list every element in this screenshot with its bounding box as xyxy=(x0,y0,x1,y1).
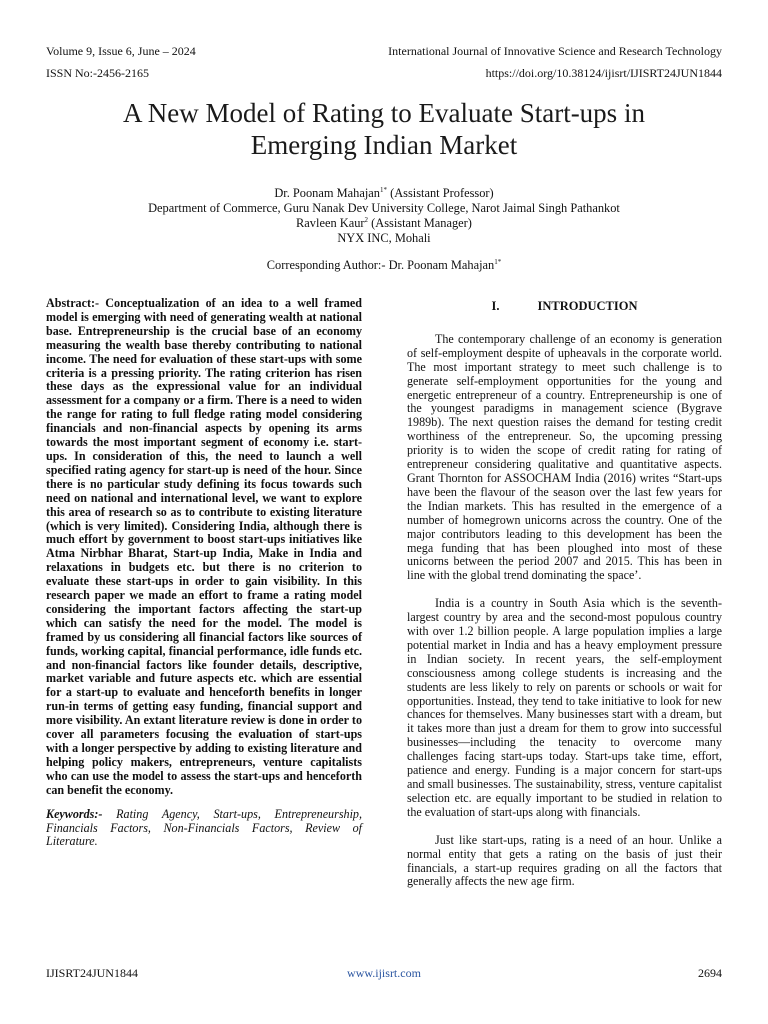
issn: ISSN No:-2456-2165 xyxy=(46,66,150,80)
page-number: 2694 xyxy=(698,966,722,980)
author-block xyxy=(40,186,728,246)
intro-paragraph-1: The contemporary challenge of an economy is generation of self-employment despite of upheavals in the corporate world. The most important strategy to meet such challenge is to generate self-employment opportunities for the young and energetic entrepreneur of a country. Entrepreneurship is one of the youngest paradigms in management science (Bygrave 1989b). The next question raises the demand for testing credit worthiness of the entrepreneur. So, the upcoming pressing priority is to widen the scope of credit rating for rating of entrepreneur considering qualitative and quantitative aspects. Grant Thornton for ASSOCHAM India (2016) writes “Start-ups have been the flavour of the season over the last few years for the Indian markets. This has resulted in the emergence of a number of homegrown unicorns across the country. One of the major contributors leading to this development has been the mega funding that has been ploughed into most of these unicorns between the period 2007 and 2015. This has been in line with the global trend dominating the space’. xyxy=(407,331,722,583)
left-column xyxy=(46,297,362,849)
footer-paper-id: IJISRT24JUN1844 xyxy=(46,966,138,980)
abstract-text: Abstract:- Conceptualization of an idea to a well framed model is emerging with need of generating wealth at national base. Entrepreneurship is the crucial base of an economy measuring the wealth base thereby contributing to national income. The need for evaluation of these start-ups with some criteria is a pressing priority. The rating criterion has risen these days as the expressional value for an individual assessment for a company or a firm. There is a need to widen the range for rating to full fledge rating model considering financials and non-financial aspects by opening its arms towards the most important segment of economy i.e. start-ups. In consideration of this, the need to launch a well specified rating agency for start-up is need of the hour. Since there is no particular study defining its focus towards such need on national and international level, we want to explore this area of research so as to contribute to existing literature (which is very limited). Considering India, although there is much effort by government to boost start-ups initiatives like Atma Nirbhar Bharat, Start-up India, Make in India and relaxations in budgets etc. but there is no criterion to evaluate these start-ups in order to gain visibility. In this research paper we made an effort to frame a rating model considering the important factors affecting the start-up which can satisfy the need for the model. The model is framed by us considering all financial factors like sources of funds, working capital, financial performance, idle funds etc. and non-financial factors like founder details, descriptive, market variable and future aspects etc. which are essential for a start-up to evaluate and henceforth benefits in longer run-in terms of getting easy funding, financial support and more visibility. An extant literature review is done in order to cover all parameters focusing the evaluation of start-ups with a longer perspective by adding to existing literature and helping policy makers, entrepreneurs, venture capitalists who can use the model to assess the start-ups and henceforth can benefit the economy. xyxy=(46,296,362,797)
keywords: Keywords:- Rating Agency, Start-ups, Entrepreneurship, Financials Factors, Non-Financials Factors, Review of Literature. xyxy=(46,806,362,849)
title-line-2: Emerging Indian Market xyxy=(250,130,518,160)
intro-paragraph-3: Just like start-ups, rating is a need of an hour. Unlike a normal entity that gets a rating on the basis of just their financials, a start-up requires grading on all the factors that generally affects the new age firm. xyxy=(407,832,722,889)
paper-title xyxy=(40,97,728,161)
affiliation-2: NYX INC, Mohali xyxy=(337,231,431,245)
author-2: Ravleen Kaur$^2$ (Assistant Manager) xyxy=(296,215,472,230)
title-line-1: A New Model of Rating to Evaluate Start-ups in xyxy=(123,98,645,128)
doi-link[interactable]: https://doi.org/10.38124/ijisrt/IJISRT24JUN1844 xyxy=(485,66,722,80)
corresponding-author: Corresponding Author:- Dr. Poonam Mahajan$^{1*}$ xyxy=(266,257,502,272)
author-1: Dr. Poonam Mahajan$^{1*}$ (Assistant Professor) xyxy=(274,185,494,200)
affiliation-1: Department of Commerce, Guru Nanak Dev University College, Narot Jaimal Singh Pathankot xyxy=(148,201,620,215)
section-heading-introduction: I. INTRODUCTION xyxy=(491,299,638,313)
footer-website-link[interactable]: www.ijisrt.com xyxy=(347,966,421,980)
right-column xyxy=(407,300,722,903)
journal-name: International Journal of Innovative Science and Research Technology xyxy=(388,44,722,58)
volume-issue: Volume 9, Issue 6, June – 2024 xyxy=(46,44,196,58)
intro-paragraph-2: India is a country in South Asia which is the seventh-largest country by area and the second-most populous country with over 1.2 billion people. A large population implies a large potential market in India and has a heavy employment pressure in Indian society. In recent years, the self-employment consciousness among college students is increasing and the students are less likely to rely on parents or schools or wait for opportunities. Instead, they tend to take initiative to look for new chances for themselves. Many businesses start with a dream, but it takes more than just a dream for them to grow into successful businesses—including the tenacity to overcome many challenges facing start-ups today. Start-ups take time, effort, patience and energy. Funding is a major concern for start-ups and small businesses. The sustainability, stress, venture capitalist selection etc. are equally important to be studied in relation to the evaluation of start-ups along with financials. xyxy=(407,596,722,819)
